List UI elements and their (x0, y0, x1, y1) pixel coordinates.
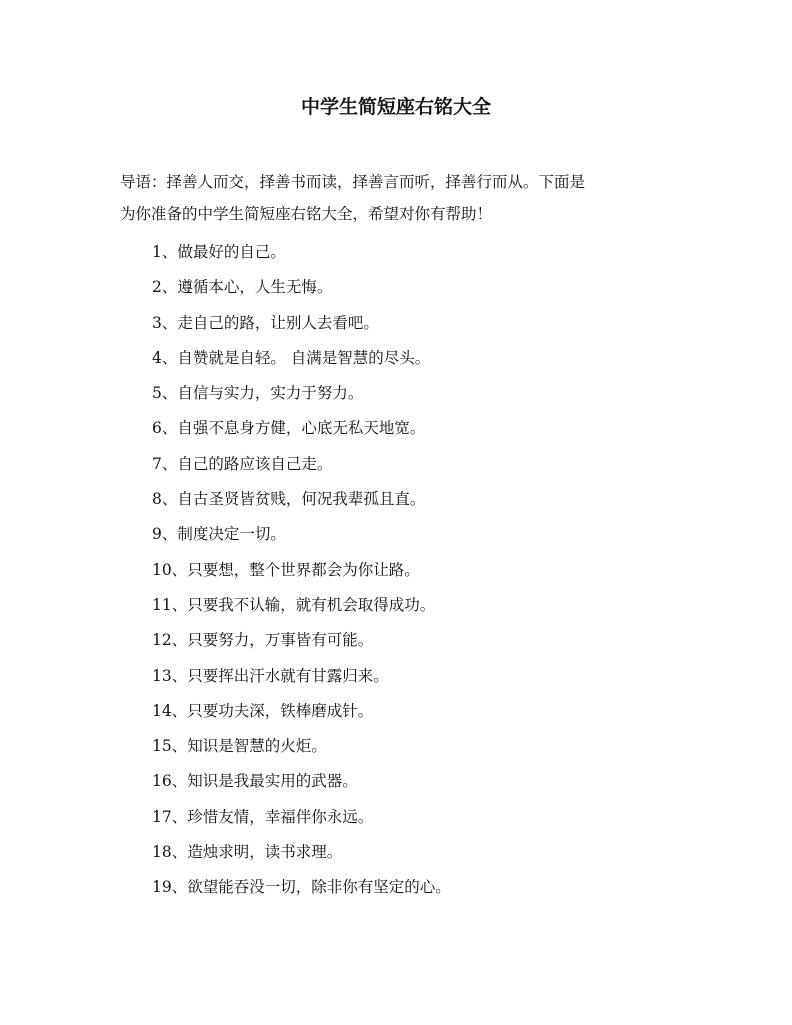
list-item: 9、制度决定一切。 (152, 525, 286, 544)
list-item: 11、只要我不认输，就有机会取得成功。 (152, 595, 436, 614)
list-item: 3、走自己的路，让别人去看吧。 (152, 313, 379, 332)
list-item: 7、自己的路应该自己走。 (152, 454, 333, 473)
document-title: 中学生简短座右铭大全 (300, 96, 491, 118)
motto-list (152, 235, 451, 906)
intro-paragraph (120, 166, 670, 230)
list-item: 1、做最好的自己。 (152, 243, 286, 261)
list-item: 13、只要挥出汗水就有甘露归来。 (152, 666, 389, 685)
list-item: 18、造烛求明，读书求理。 (152, 843, 343, 862)
list-item: 4、自赞就是自轻。 自满是智慧的尽头。 (152, 348, 431, 367)
list-item: 14、只要功夫深，铁棒磨成针。 (152, 701, 374, 720)
intro-line: 为你准备的中学生简短座右铭大全，希望对你有帮助！ (120, 205, 493, 223)
list-item: 12、只要努力，万事皆有可能。 (152, 631, 374, 650)
list-item: 8、自古圣贤皆贫贱，何况我辈孤且直。 (152, 490, 426, 509)
list-item: 19、欲望能吞没一切，除非你有坚定的心。 (152, 878, 451, 897)
list-item: 2、遵循本心，人生无悔。 (152, 278, 333, 297)
list-item: 16、知识是我最实用的武器。 (152, 772, 358, 791)
list-item: 15、知识是智慧的火炬。 (152, 737, 327, 756)
list-item: 5、自信与实力，实力于努力。 (152, 384, 364, 403)
list-item: 17、珍惜友情，幸福伴你永远。 (152, 807, 374, 826)
list-item: 10、只要想，整个世界都会为你让路。 (152, 560, 420, 579)
intro-line: 导语：择善人而交，择善书而读，择善言而听，择善行而从。下面是 (120, 173, 586, 191)
list-item: 6、自强不息身方健，心底无私天地宽。 (152, 419, 426, 438)
